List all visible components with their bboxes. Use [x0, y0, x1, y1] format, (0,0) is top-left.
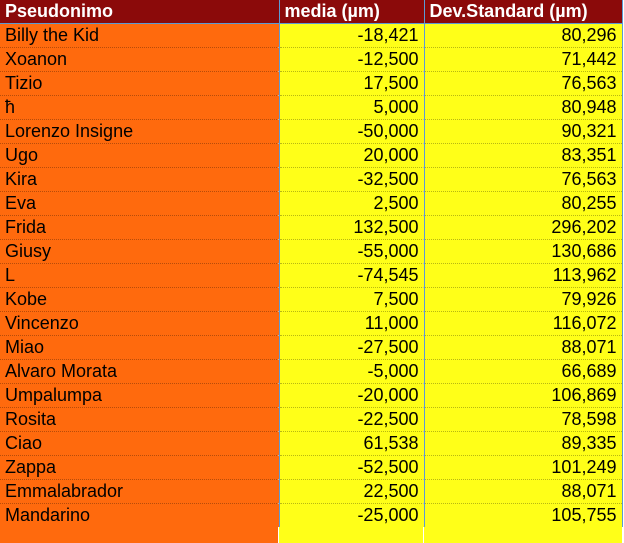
- cell-dev-standard[interactable]: 101,249: [424, 456, 622, 480]
- table-row: [0, 408, 622, 432]
- cell-media[interactable]: -20,000: [279, 384, 424, 408]
- cell-pseudonimo[interactable]: ħ: [0, 96, 279, 120]
- cell-dev-standard[interactable]: 66,689: [424, 360, 622, 384]
- cell-dev-standard[interactable]: 130,686: [424, 240, 622, 264]
- table-row: [0, 456, 622, 480]
- table-row: [0, 264, 622, 288]
- cell-dev-standard[interactable]: 76,563: [424, 72, 622, 96]
- cell-pseudonimo[interactable]: Eva: [0, 192, 279, 216]
- cell-media[interactable]: -12,500: [279, 48, 424, 72]
- cell-dev-standard[interactable]: 296,202: [424, 216, 622, 240]
- cell-media[interactable]: 11,000: [279, 312, 424, 336]
- cell-pseudonimo[interactable]: Alvaro Morata: [0, 360, 279, 384]
- cell-media[interactable]: -22,500: [279, 408, 424, 432]
- cell-dev-standard[interactable]: 78,598: [424, 408, 622, 432]
- cell-pseudonimo[interactable]: Vincenzo: [0, 312, 279, 336]
- cell-pseudonimo[interactable]: Kobe: [0, 288, 279, 312]
- cell-dev-standard[interactable]: 83,351: [424, 144, 622, 168]
- cell-media[interactable]: -32,500: [279, 168, 424, 192]
- table-row: [0, 504, 622, 528]
- cell-dev-standard[interactable]: 80,255: [424, 192, 622, 216]
- cell-media[interactable]: 5,000: [279, 96, 424, 120]
- table-row: [0, 336, 622, 360]
- header-row: [0, 0, 622, 24]
- cell-media[interactable]: -25,000: [279, 504, 424, 528]
- cell-media[interactable]: 7,500: [279, 288, 424, 312]
- table-row: [0, 432, 622, 456]
- cell-media[interactable]: 61,538: [279, 432, 424, 456]
- cell-dev-standard[interactable]: 90,321: [424, 120, 622, 144]
- cell-dev-standard[interactable]: 105,755: [424, 504, 622, 528]
- cell-media[interactable]: 132,500: [279, 216, 424, 240]
- cell-pseudonimo[interactable]: Lorenzo Insigne: [0, 120, 279, 144]
- table-row: [0, 24, 622, 48]
- cell-dev-standard[interactable]: 116,072: [424, 312, 622, 336]
- table-row: [0, 240, 622, 264]
- cell-pseudonimo[interactable]: Kira: [0, 168, 279, 192]
- cell-pseudonimo[interactable]: Mandarino: [0, 504, 279, 528]
- table-row: [0, 192, 622, 216]
- cell-dev-standard[interactable]: 113,962: [424, 264, 622, 288]
- cell-pseudonimo[interactable]: Frida: [0, 216, 279, 240]
- cell-pseudonimo[interactable]: Zappa: [0, 456, 279, 480]
- cell-pseudonimo[interactable]: Ugo: [0, 144, 279, 168]
- cell-pseudonimo[interactable]: Xoanon: [0, 48, 279, 72]
- cell-media[interactable]: -5,000: [279, 360, 424, 384]
- header-cell-dev-standard[interactable]: Dev.Standard (µm): [424, 0, 622, 24]
- cell-media[interactable]: -52,500: [279, 456, 424, 480]
- cell-media[interactable]: -50,000: [279, 120, 424, 144]
- cell-media[interactable]: -55,000: [279, 240, 424, 264]
- cell-media[interactable]: -18,421: [279, 24, 424, 48]
- cell-dev-standard[interactable]: 88,071: [424, 336, 622, 360]
- cell-dev-standard[interactable]: 89,335: [424, 432, 622, 456]
- cell-pseudonimo[interactable]: Billy the Kid: [0, 24, 279, 48]
- cell-media[interactable]: -27,500: [279, 336, 424, 360]
- cell-pseudonimo[interactable]: Giusy: [0, 240, 279, 264]
- table-row: [0, 120, 622, 144]
- table-body: [0, 24, 622, 528]
- table-row: [0, 360, 622, 384]
- cell-dev-standard[interactable]: 71,442: [424, 48, 622, 72]
- cell-pseudonimo[interactable]: Tizio: [0, 72, 279, 96]
- header-cell-pseudonimo[interactable]: Pseudonimo: [0, 0, 279, 24]
- table-row: [0, 72, 622, 96]
- cell-pseudonimo[interactable]: Miao: [0, 336, 279, 360]
- cell-dev-standard[interactable]: 88,071: [424, 480, 622, 504]
- cell-dev-standard[interactable]: 106,869: [424, 384, 622, 408]
- cell-dev-standard[interactable]: 76,563: [424, 168, 622, 192]
- table-row: [0, 312, 622, 336]
- cell-pseudonimo[interactable]: Umpalumpa: [0, 384, 279, 408]
- cell-dev-standard[interactable]: 80,948: [424, 96, 622, 120]
- cell-media[interactable]: 17,500: [279, 72, 424, 96]
- table-row: [0, 168, 622, 192]
- cell-media[interactable]: 20,000: [279, 144, 424, 168]
- header-cell-media[interactable]: media (µm): [279, 0, 424, 24]
- cell-media[interactable]: 22,500: [279, 480, 424, 504]
- cell-dev-standard[interactable]: 80,296: [424, 24, 622, 48]
- cell-pseudonimo[interactable]: Rosita: [0, 408, 279, 432]
- cell-media[interactable]: -74,545: [279, 264, 424, 288]
- table-row: [0, 480, 622, 504]
- table-row: [0, 48, 622, 72]
- cell-media[interactable]: 2,500: [279, 192, 424, 216]
- cell-pseudonimo[interactable]: L: [0, 264, 279, 288]
- table-row: [0, 96, 622, 120]
- table-row: [0, 216, 622, 240]
- table-row: [0, 144, 622, 168]
- cell-pseudonimo[interactable]: Emmalabrador: [0, 480, 279, 504]
- table-row: [0, 384, 622, 408]
- cell-dev-standard[interactable]: 79,926: [424, 288, 622, 312]
- table-row: [0, 288, 622, 312]
- cell-pseudonimo[interactable]: Ciao: [0, 432, 279, 456]
